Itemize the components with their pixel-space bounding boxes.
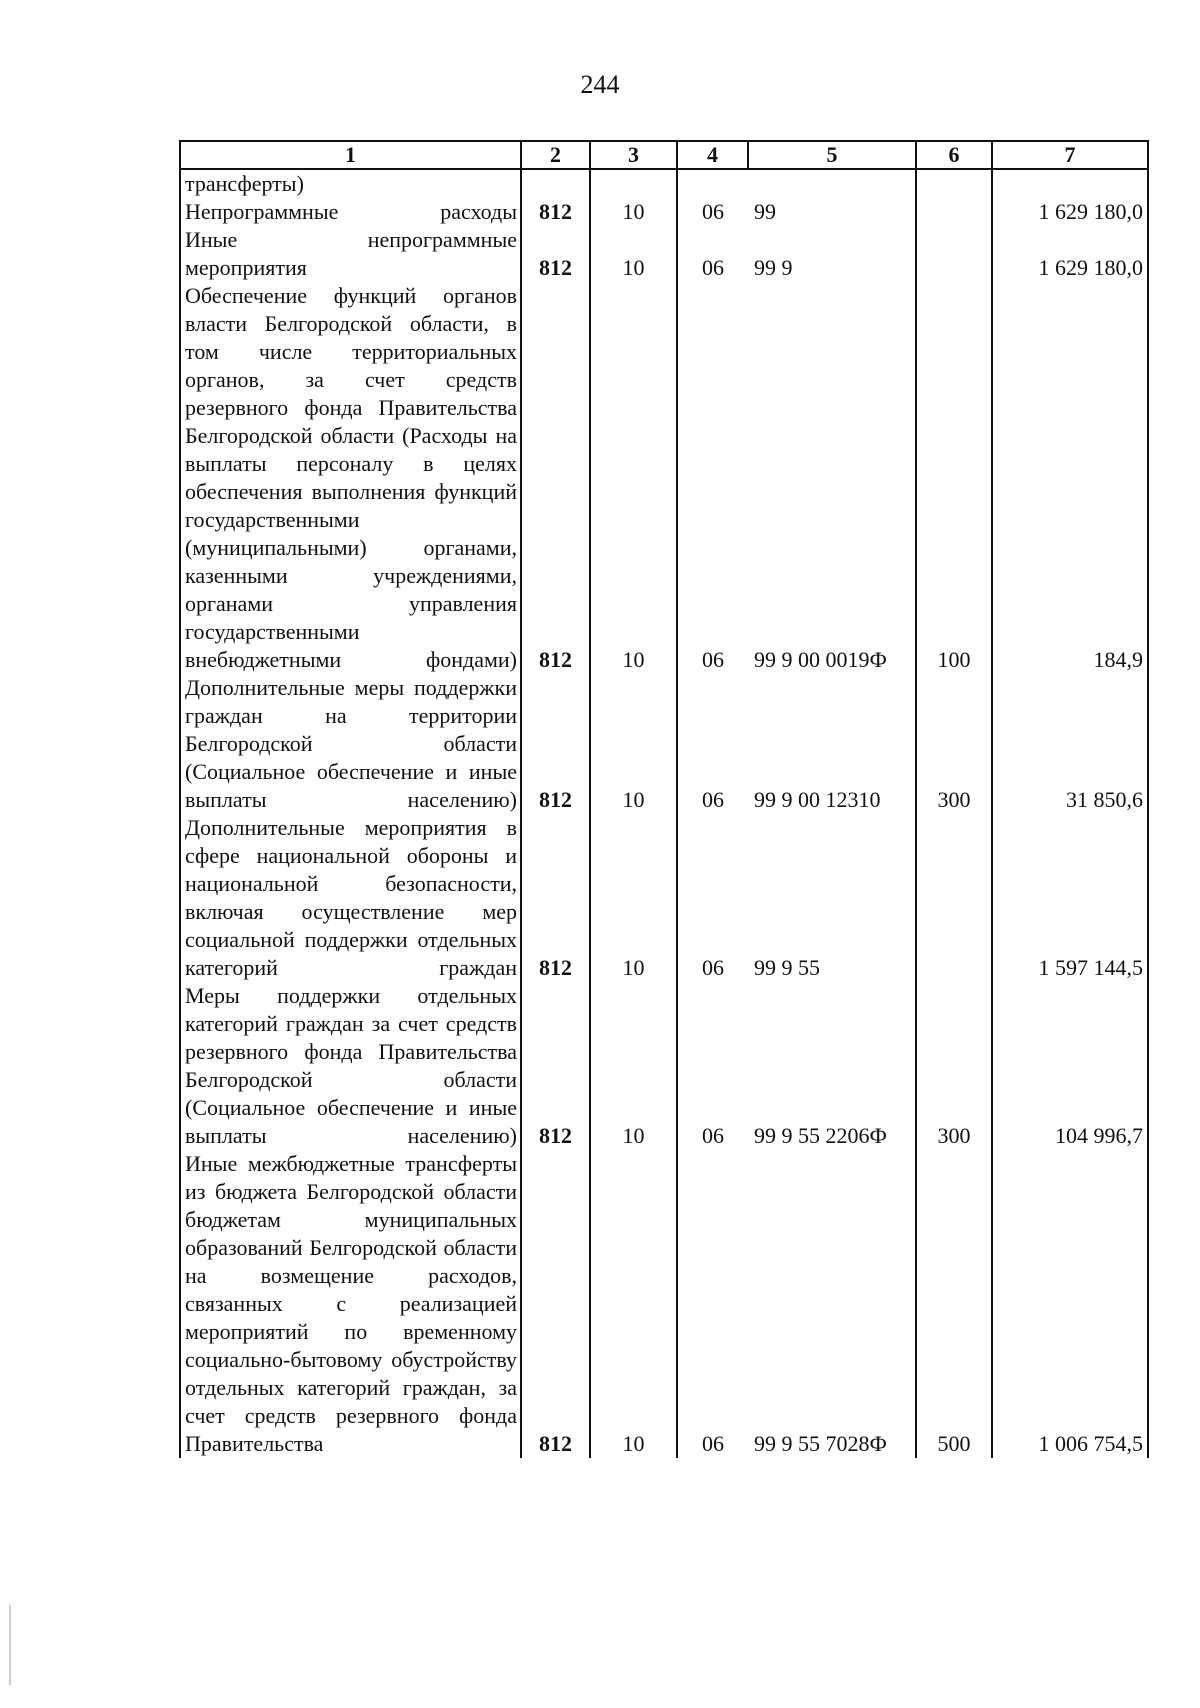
column-header: 2 — [521, 141, 590, 169]
row-expense-type: 100 — [916, 282, 992, 674]
row-subsection: 06 — [702, 199, 724, 224]
row-description: Иные непрограммные мероприятия — [180, 226, 521, 282]
column-header: 4 — [677, 141, 748, 169]
row-target-article — [748, 169, 916, 198]
row-subsection: 06 — [702, 647, 724, 672]
table-row — [180, 1150, 1148, 1458]
row-target-article: 99 9 55 2206Ф — [754, 1123, 887, 1148]
row-target-article: 99 9 00 12310 — [754, 787, 881, 812]
row-amount: 1 629 180,0 — [992, 198, 1148, 226]
row-section: 10 — [590, 814, 677, 982]
table-row — [180, 814, 1148, 982]
column-header: 6 — [916, 141, 992, 169]
row-section: 10 — [590, 226, 677, 282]
row-expense-type — [916, 226, 992, 282]
row-amount: 1 006 754,5 — [992, 1150, 1148, 1458]
table-row — [180, 169, 1148, 198]
row-amount — [992, 169, 1148, 198]
table-header-row — [180, 141, 1148, 169]
row-description: трансферты) — [180, 169, 521, 198]
row-target-article: 99 9 00 0019Ф — [754, 647, 887, 672]
row-target-article: 99 9 55 7028Ф — [754, 1431, 887, 1456]
column-header: 7 — [992, 141, 1148, 169]
row-code: 812 — [521, 1150, 590, 1458]
row-expense-type — [916, 169, 992, 198]
table-row — [180, 982, 1148, 1150]
page-number: 244 — [580, 70, 620, 99]
table-row — [180, 674, 1148, 814]
row-amount: 184,9 — [992, 282, 1148, 674]
row-description: Непрограммные расходы — [180, 198, 521, 226]
row-target-article: 99 9 — [754, 255, 793, 280]
row-subsection: 06 — [702, 787, 724, 812]
row-code: 812 — [521, 198, 590, 226]
row-subsection: 06 — [702, 1431, 724, 1456]
row-amount: 104 996,7 — [992, 982, 1148, 1150]
table-row — [180, 198, 1148, 226]
row-amount: 1 597 144,5 — [992, 814, 1148, 982]
table-row — [180, 226, 1148, 282]
row-target-article: 99 9 55 — [754, 955, 820, 980]
row-description: Обеспечение функций органов власти Белгородской области, в том числе территориальных органов, за счет средств резервного фонда Правительства Белгородской области (Расходы на выплаты персоналу в целях обеспечения выполнения функций государственными (муниципальными) органами, казенными учреждениями, органами управления государственными внебюджетными фондами) — [180, 282, 521, 674]
row-expense-type: 300 — [916, 982, 992, 1150]
row-subsection: 06 — [702, 255, 724, 280]
row-code: 812 — [521, 982, 590, 1150]
row-expense-type — [916, 198, 992, 226]
column-header: 3 — [590, 141, 677, 169]
row-section: 10 — [590, 674, 677, 814]
row-code: 812 — [521, 814, 590, 982]
row-target-article: 99 — [754, 199, 776, 224]
row-code: 812 — [521, 674, 590, 814]
row-subsection: 06 — [702, 1123, 724, 1148]
row-amount: 1 629 180,0 — [992, 226, 1148, 282]
row-subsection: 06 — [702, 955, 724, 980]
column-header: 1 — [180, 141, 521, 169]
row-subsection — [677, 169, 748, 198]
row-amount: 31 850,6 — [992, 674, 1148, 814]
row-description: Дополнительные мероприятия в сфере национальной обороны и национальной безопасности, включая осуществление мер социальной поддержки отдельных категорий граждан — [180, 814, 521, 982]
row-section: 10 — [590, 282, 677, 674]
row-description: Меры поддержки отдельных категорий граждан за счет средств резервного фонда Правительства Белгородской области (Социальное обеспечение и иные выплаты населению) — [180, 982, 521, 1150]
table-row — [180, 282, 1148, 674]
column-header: 5 — [748, 141, 916, 169]
scan-margin-line — [9, 1605, 11, 1685]
row-section: 10 — [590, 982, 677, 1150]
row-expense-type: 500 — [916, 1150, 992, 1458]
row-description: Дополнительные меры поддержки граждан на территории Белгородской области (Социальное обеспечение и иные выплаты населению) — [180, 674, 521, 814]
row-section: 10 — [590, 1150, 677, 1458]
row-section — [590, 169, 677, 198]
budget-table — [179, 140, 1149, 1458]
row-expense-type — [916, 814, 992, 982]
row-code: 812 — [521, 282, 590, 674]
row-section: 10 — [590, 198, 677, 226]
row-expense-type: 300 — [916, 674, 992, 814]
row-code: 812 — [521, 226, 590, 282]
row-description: Иные межбюджетные трансферты из бюджета Белгородской области бюджетам муниципальных образований Белгородской области на возмещение расходов, связанных с реализацией мероприятий по временному социально-бытовому обустройству отдельных категорий граждан, за счет средств резервного фонда Правительства — [180, 1150, 521, 1458]
row-code — [521, 169, 590, 198]
